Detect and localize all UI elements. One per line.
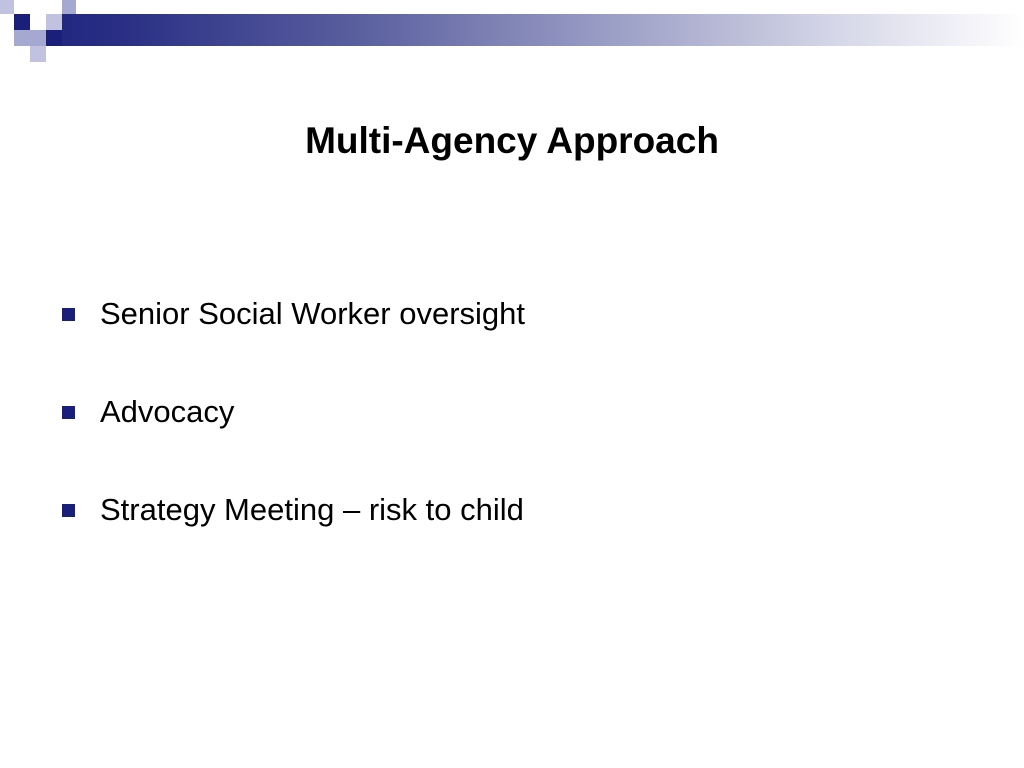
bullet-text: Advocacy bbox=[100, 394, 235, 429]
square-bullet-icon bbox=[62, 504, 75, 517]
header-gradient-band bbox=[0, 14, 1024, 46]
bullet-text: Senior Social Worker oversight bbox=[100, 296, 525, 331]
slide-title: Multi-Agency Approach bbox=[305, 120, 719, 161]
square-bullet-icon bbox=[62, 406, 75, 419]
bullet-text: Strategy Meeting – risk to child bbox=[100, 492, 524, 527]
corner-square-decoration bbox=[0, 0, 14, 14]
bullet-item bbox=[62, 492, 525, 528]
corner-square-decoration bbox=[46, 14, 62, 30]
bullet-list bbox=[62, 296, 525, 590]
bullet-item bbox=[62, 296, 525, 332]
corner-square-decoration bbox=[14, 14, 30, 30]
corner-square-decoration bbox=[62, 0, 76, 14]
corner-square-decoration bbox=[30, 30, 46, 46]
corner-square-decoration bbox=[30, 46, 46, 62]
corner-square-decoration bbox=[46, 30, 62, 46]
square-bullet-icon bbox=[62, 308, 75, 321]
corner-square-decoration bbox=[14, 30, 30, 46]
bullet-item bbox=[62, 394, 525, 430]
